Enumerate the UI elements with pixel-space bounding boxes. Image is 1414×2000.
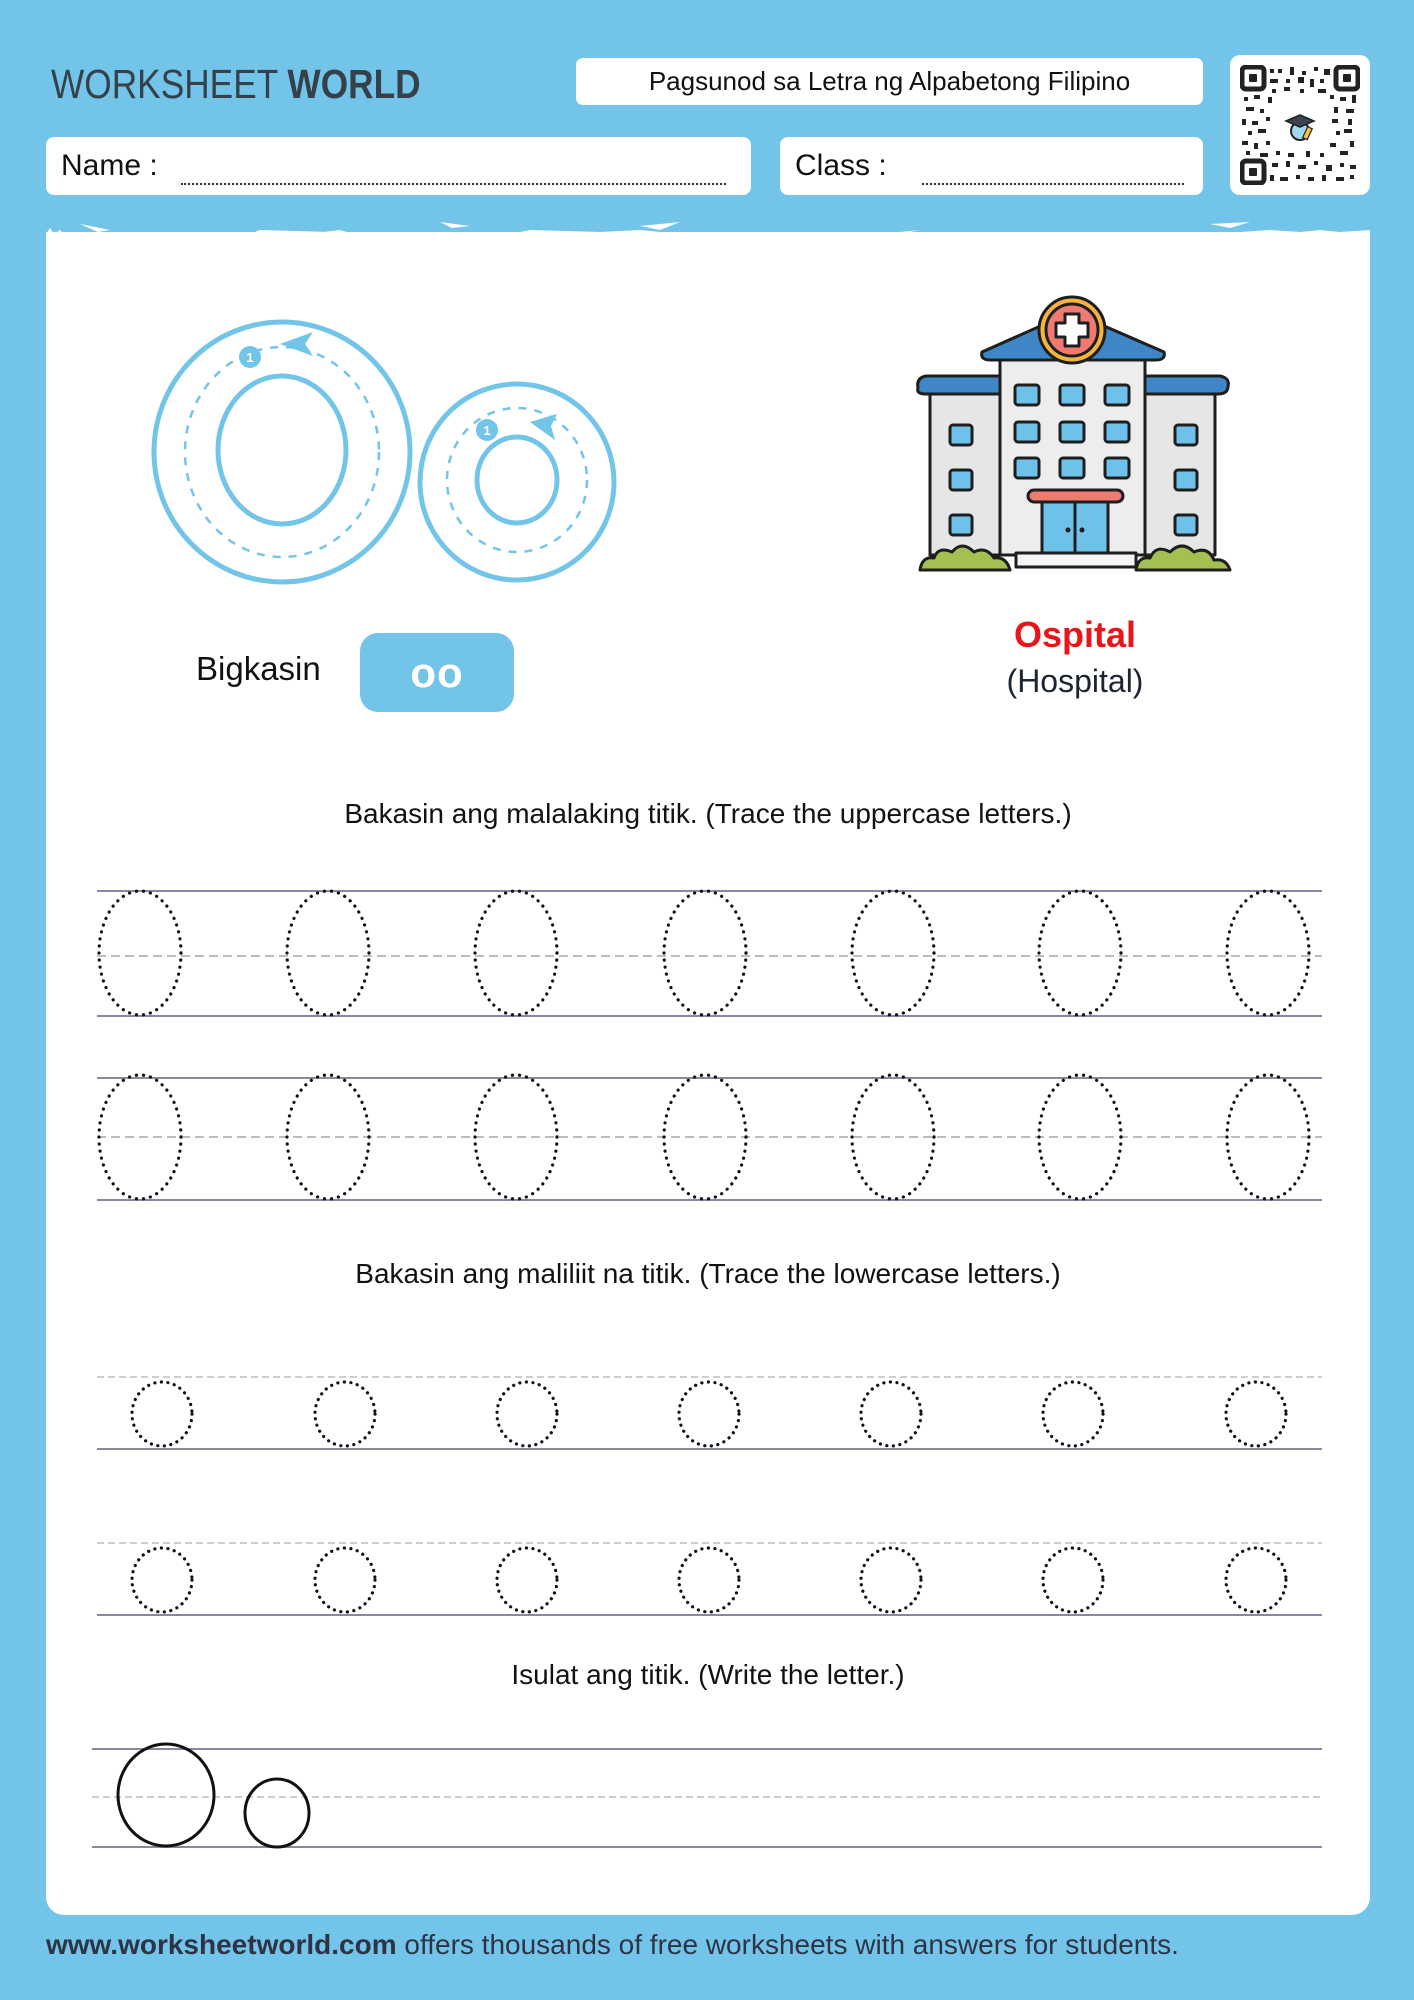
- brand-name-light: WORKSHEET: [51, 60, 278, 107]
- brand-name: [51, 61, 421, 108]
- worksheet-title: Pagsunod sa Letra ng Alpabetong Filipino: [648, 66, 1131, 96]
- brand-name-bold: WORLD: [287, 60, 421, 107]
- letter-stroke-guide: [145, 312, 625, 590]
- pronunciation-text: oo: [410, 648, 464, 696]
- uppercase-instruction: Bakasin ang malalaking titik. (Trace the uppercase letters.): [344, 798, 1072, 829]
- hospital-building-icon: [910, 290, 1235, 575]
- footer-text: [46, 1929, 1179, 1961]
- name-writing-line[interactable]: [181, 183, 726, 185]
- brand-logo[interactable]: [45, 48, 465, 120]
- name-field[interactable]: [46, 137, 751, 195]
- class-label: Class :: [795, 149, 887, 182]
- word-filipino: Ospital: [1013, 614, 1137, 655]
- footer-url-link[interactable]: www.worksheetworld.com: [46, 1929, 397, 1960]
- torn-paper-edge: [40, 212, 1374, 252]
- class-field[interactable]: [780, 137, 1203, 195]
- footer-tagline: offers thousands of free worksheets with answers for students.: [396, 1929, 1179, 1960]
- lowercase-instruction: Bakasin ang maliliit na titik. (Trace the lowercase letters.): [355, 1258, 1061, 1289]
- worksheet-title-box: [576, 58, 1203, 105]
- pronounce-label: Bigkasin: [196, 650, 321, 687]
- uppercase-o-outline: [154, 322, 410, 582]
- name-label: Name :: [61, 149, 158, 182]
- pronunciation-badge[interactable]: [360, 633, 514, 712]
- write-instruction: Isulat ang titik. (Write the letter.): [511, 1659, 905, 1690]
- lowercase-o-outline: [420, 384, 614, 580]
- qr-code-icon: [1240, 65, 1360, 185]
- qr-code[interactable]: [1230, 55, 1370, 195]
- stroke-start-number-icon: [239, 346, 498, 441]
- svg-text:1: 1: [483, 423, 491, 438]
- svg-text:1: 1: [246, 350, 254, 365]
- word-english: (Hospital): [1006, 663, 1144, 699]
- class-writing-line[interactable]: [922, 183, 1184, 185]
